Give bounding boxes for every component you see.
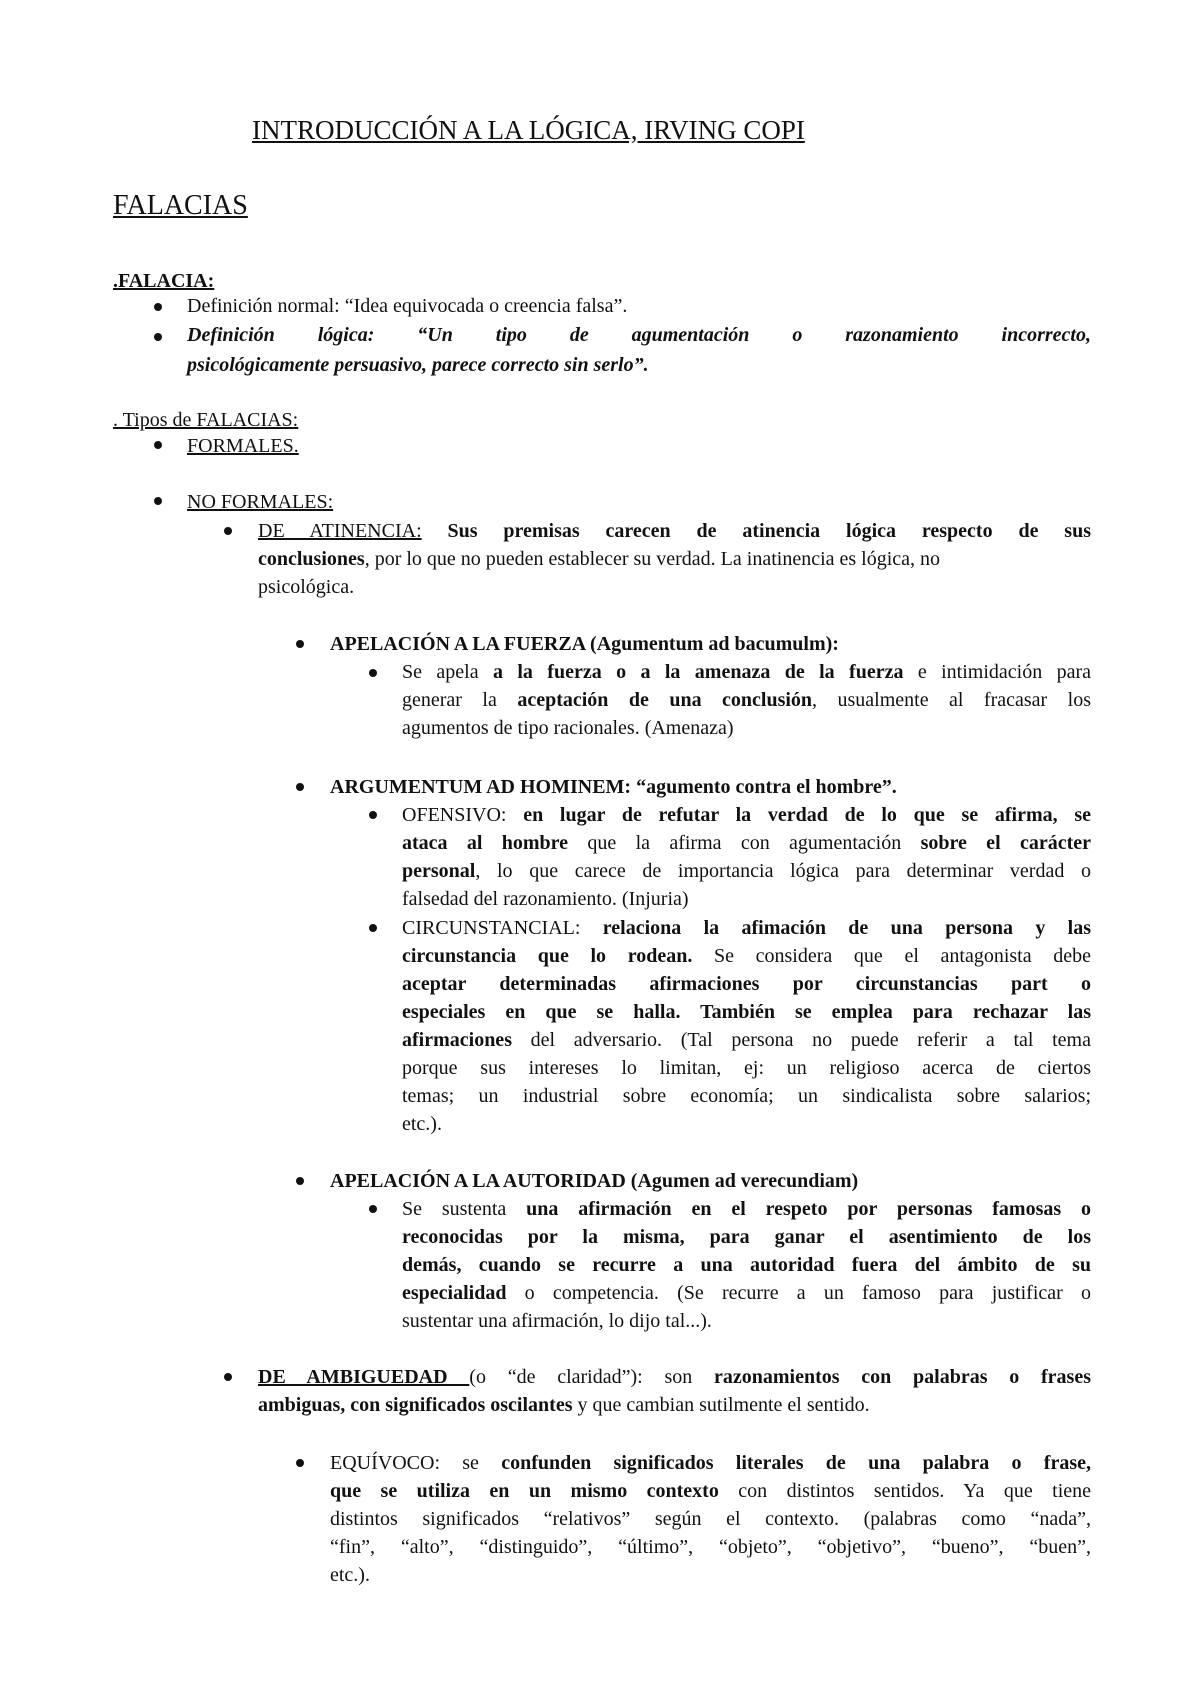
bullet-icon [369, 1205, 377, 1213]
ofensivo-line-3: personal, lo que carece de importancia lógica para determinar verdad o [402, 860, 1091, 882]
equivoco-line-2: que se utiliza en un mismo contexto con distintos sentidos. Ya que tiene [330, 1480, 1092, 1502]
bullet-icon [369, 811, 377, 819]
circunstancial-line-3: aceptar determinadas afirmaciones por circunstancias part o [402, 973, 1091, 995]
equivoco-line-5: etc.). [330, 1564, 370, 1586]
bullet-icon [369, 669, 377, 677]
bullet-icon [369, 924, 377, 932]
def-logica-line-2: psicológicamente persuasivo, parece correcto sin serlo”. [187, 354, 649, 376]
fuerza-line-1: Se apela a la fuerza o a la amenaza de la fuerza e intimidación para [402, 661, 1092, 683]
bullet-icon [154, 441, 162, 449]
ambiguedad-line-1: DE AMBIGUEDAD (o “de claridad”): son razonamientos con palabras o frases [258, 1366, 1091, 1388]
circunstancial-line-8: etc.). [402, 1113, 442, 1135]
atinencia-line-3: psicológica. [258, 576, 355, 598]
equivoco-line-4: “fin”, “alto”, “distinguido”, “último”, “objeto”, “objetivo”, “bueno”, “buen”, [330, 1536, 1091, 1558]
def-normal: Definición normal: “Idea equivocada o creencia falsa”. [187, 295, 628, 317]
fuerza-heading: APELACIÓN A LA FUERZA (Agumentum ad bacumulm): [330, 633, 839, 655]
bullet-icon [224, 1373, 232, 1381]
bullet-icon [154, 497, 162, 505]
autoridad-line-3: demás, cuando se recurre a una autoridad fuera del ámbito de su [402, 1254, 1091, 1276]
autoridad-line-1: Se sustenta una afirmación en el respeto por personas famosas o [402, 1198, 1092, 1220]
ambiguedad-line-2: ambiguas, con significados oscilantes y que cambian sutilmente el sentido. [258, 1394, 870, 1416]
equivoco-line-1: EQUÍVOCO: se confunden significados literales de una palabra o frase, [330, 1452, 1092, 1474]
fuerza-line-3: agumentos de tipo racionales. (Amenaza) [402, 717, 734, 739]
fuerza-line-2: generar la aceptación de una conclusión, usualmente al fracasar los [402, 689, 1092, 711]
falacia-heading: .FALACIA: [113, 270, 215, 292]
autoridad-line-4: especialidad o competencia. (Se recurre a un famoso para justificar o [402, 1282, 1091, 1304]
bullet-icon [154, 303, 162, 311]
ofensivo-line-4: falsedad del razonamiento. (Injuria) [402, 888, 689, 910]
def-logica-line-1: Definición lógica: “Un tipo de agumentación o razonamiento incorrecto, [187, 324, 1091, 346]
hominem-heading: ARGUMENTUM AD HOMINEM: “agumento contra el hombre”. [330, 776, 897, 798]
document-title: INTRODUCCIÓN A LA LÓGICA, IRVING COPI [252, 115, 805, 145]
bullet-icon [224, 527, 232, 535]
no-formales-item: NO FORMALES: [187, 491, 334, 513]
bullet-icon [296, 1177, 304, 1185]
atinencia-line-2: conclusiones, por lo que no pueden establecer su verdad. La inatinencia es lógica, no [258, 548, 941, 570]
bullet-icon [154, 333, 162, 341]
equivoco-line-3: distintos significados “relativos” según el contexto. (palabras como “nada”, [330, 1508, 1091, 1530]
formales-item: FORMALES. [187, 435, 299, 457]
bullet-icon [296, 1459, 304, 1467]
circunstancial-line-1: CIRCUNSTANCIAL: relaciona la afimación de una persona y las [402, 917, 1091, 939]
section-title: FALACIAS [113, 190, 248, 221]
bullet-icon [296, 783, 304, 791]
autoridad-line-5: sustentar una afirmación, lo dijo tal...). [402, 1310, 712, 1332]
atinencia-line-1: DE ATINENCIA: Sus premisas carecen de atinencia lógica respecto de sus [258, 520, 1091, 542]
tipos-heading: . Tipos de FALACIAS: [113, 409, 299, 431]
ofensivo-line-2: ataca al hombre que la afirma con agumentación sobre el carácter [402, 832, 1091, 854]
circunstancial-line-6: porque sus intereses lo limitan, ej: un religioso acerca de ciertos [402, 1057, 1091, 1079]
circunstancial-line-4: especiales en que se halla. También se emplea para rechazar las [402, 1001, 1091, 1023]
circunstancial-line-7: temas; un industrial sobre economía; un sindicalista sobre salarios; [402, 1085, 1091, 1107]
autoridad-line-2: reconocidas por la misma, para ganar el asentimiento de los [402, 1226, 1091, 1248]
ofensivo-line-1: OFENSIVO: en lugar de refutar la verdad de lo que se afirma, se [402, 804, 1091, 826]
circunstancial-line-2: circunstancia que lo rodean. Se considera que el antagonista debe [402, 945, 1092, 967]
circunstancial-line-5: afirmaciones del adversario. (Tal persona no puede referir a tal tema [402, 1029, 1091, 1051]
bullet-icon [296, 640, 304, 648]
autoridad-heading: APELACIÓN A LA AUTORIDAD (Agumen ad verecundiam) [330, 1170, 859, 1192]
